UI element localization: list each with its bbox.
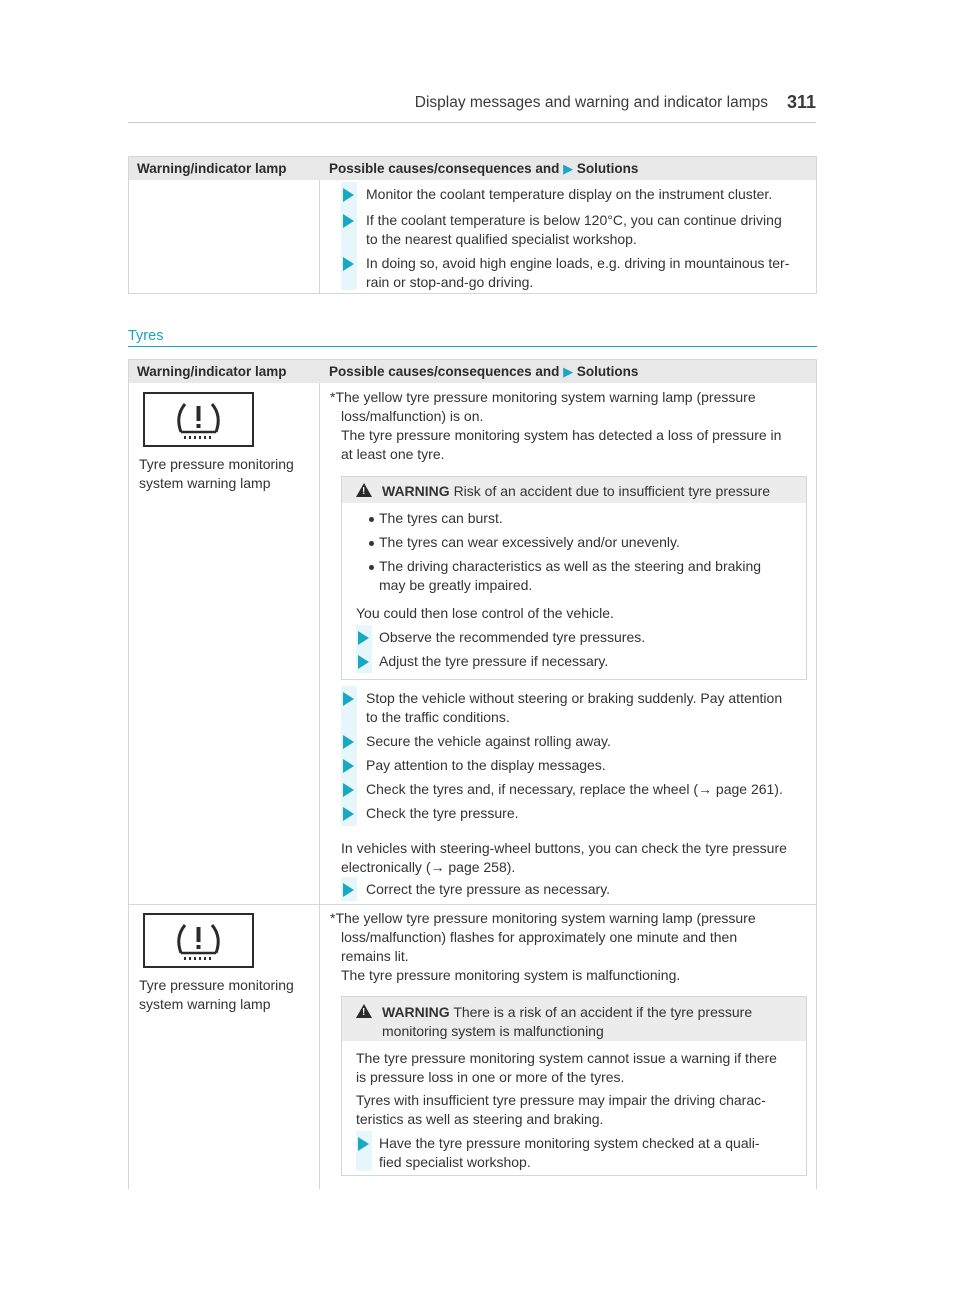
coolant-table xyxy=(128,156,817,294)
step-text: Correct the tyre pressure as necessary. xyxy=(366,881,611,897)
warning-title: WARNING Risk of an accident due to insufficient tyre pressure xyxy=(382,483,771,499)
warning-step: Have the tyre pressure monitoring system checked at a quali- xyxy=(379,1135,760,1151)
lamp-label: system warning lamp xyxy=(139,475,271,491)
play-triangle-icon xyxy=(358,655,369,669)
note-text: In vehicles with steering-wheel buttons, you can check the tyre pressure xyxy=(341,840,787,856)
column-header-lamp: Warning/indicator lamp xyxy=(137,161,287,176)
play-triangle-icon xyxy=(343,807,354,821)
step-text: to the nearest qualified specialist workshop. xyxy=(366,231,637,247)
step-text: rain or stop-and-go driving. xyxy=(366,274,534,290)
step-text: Check the tyres and, if necessary, replace the wheel (→ page 261). xyxy=(366,781,783,797)
play-triangle-icon xyxy=(358,631,369,645)
section-divider xyxy=(128,346,817,347)
warning-body: is pressure loss in one or more of the tyres. xyxy=(356,1069,625,1085)
column-divider xyxy=(319,180,320,293)
play-triangle-icon xyxy=(343,692,354,706)
warning-triangle-icon: ! xyxy=(356,483,372,497)
play-triangle-icon: ▶ xyxy=(563,161,574,176)
step-text: If the coolant temperature is below 120°C, you can continue driving xyxy=(366,212,782,228)
table-header xyxy=(129,360,816,383)
intro-text: The tyre pressure monitoring system has detected a loss of pressure in xyxy=(341,427,782,443)
tyre-pressure-warning-icon xyxy=(143,392,254,447)
step-text: Pay attention to the display messages. xyxy=(366,757,606,773)
intro-text: loss/malfunction) is on. xyxy=(341,408,484,424)
bullet xyxy=(369,517,374,522)
lamp-label: system warning lamp xyxy=(139,996,271,1012)
play-triangle-icon xyxy=(343,188,354,202)
column-header-lamp: Warning/indicator lamp xyxy=(137,364,287,379)
play-triangle-icon xyxy=(343,759,354,773)
column-divider xyxy=(319,383,320,1189)
warning-box xyxy=(341,476,807,680)
warning-bullet: may be greatly impaired. xyxy=(379,577,533,593)
intro-text: The tyre pressure monitoring system is malfunctioning. xyxy=(341,967,681,983)
page-number: 311 xyxy=(786,92,816,112)
play-triangle-icon xyxy=(343,214,354,228)
row-divider xyxy=(129,904,816,905)
column-header-causes: Possible causes/consequences and ▶ Solutions xyxy=(329,161,639,176)
play-triangle-icon xyxy=(343,735,354,749)
step-text: In doing so, avoid high engine loads, e.g. driving in mountainous ter- xyxy=(366,255,790,271)
step-text: to the traffic conditions. xyxy=(366,709,510,725)
warning-bullet: The driving characteristics as well as the steering and braking xyxy=(379,558,762,574)
intro-text: at least one tyre. xyxy=(341,446,445,462)
lamp-label: Tyre pressure monitoring xyxy=(139,977,294,993)
bullet xyxy=(369,541,374,546)
warning-box xyxy=(341,996,807,1176)
step-text: Stop the vehicle without steering or braking suddenly. Pay attention xyxy=(366,690,783,706)
step-text: Secure the vehicle against rolling away. xyxy=(366,733,611,749)
play-triangle-icon xyxy=(358,1137,369,1151)
bullet xyxy=(369,565,374,570)
play-triangle-icon xyxy=(343,883,354,897)
tyres-table xyxy=(128,359,817,1189)
intro-text: remains lit. xyxy=(341,948,409,964)
warning-step: fied specialist workshop. xyxy=(379,1154,531,1170)
warning-bullet: The tyres can burst. xyxy=(379,510,503,526)
warning-body: Tyres with insufficient tyre pressure may impair the driving charac- xyxy=(356,1092,766,1108)
table-header xyxy=(129,157,816,180)
warning-bullet: The tyres can wear excessively and/or unevenly. xyxy=(379,534,680,550)
step-text: Monitor the coolant temperature display on the instrument cluster. xyxy=(366,186,773,202)
page-header xyxy=(128,92,816,123)
step-band xyxy=(341,686,357,826)
step-text: Check the tyre pressure. xyxy=(366,805,519,821)
warning-title: WARNING There is a risk of an accident if the tyre pressure xyxy=(382,1004,753,1020)
header-title: Display messages and warning and indicator lamps xyxy=(414,94,768,111)
intro-text: loss/malfunction) flashes for approximately one minute and then xyxy=(341,929,738,945)
warning-body: The tyre pressure monitoring system cannot issue a warning if there xyxy=(356,1050,777,1066)
intro-text: *The yellow tyre pressure monitoring system warning lamp (pressure xyxy=(330,910,756,926)
note-text: electronically (→ page 258). xyxy=(341,859,516,875)
warning-note: You could then lose control of the vehicle. xyxy=(356,605,614,621)
warning-body: teristics as well as steering and braking. xyxy=(356,1111,604,1127)
play-triangle-icon xyxy=(343,783,354,797)
play-triangle-icon: ▶ xyxy=(563,364,574,379)
warning-step: Observe the recommended tyre pressures. xyxy=(379,629,646,645)
warning-step: Adjust the tyre pressure if necessary. xyxy=(379,653,609,669)
tyre-pressure-warning-icon xyxy=(143,913,254,968)
intro-text: *The yellow tyre pressure monitoring system warning lamp (pressure xyxy=(330,389,756,405)
section-title: Tyres xyxy=(128,328,164,344)
play-triangle-icon xyxy=(343,257,354,271)
warning-triangle-icon: ! xyxy=(356,1004,372,1018)
lamp-label: Tyre pressure monitoring xyxy=(139,456,294,472)
column-header-causes: Possible causes/consequences and ▶ Solutions xyxy=(329,364,639,379)
warning-title: monitoring system is malfunctioning xyxy=(382,1023,604,1039)
